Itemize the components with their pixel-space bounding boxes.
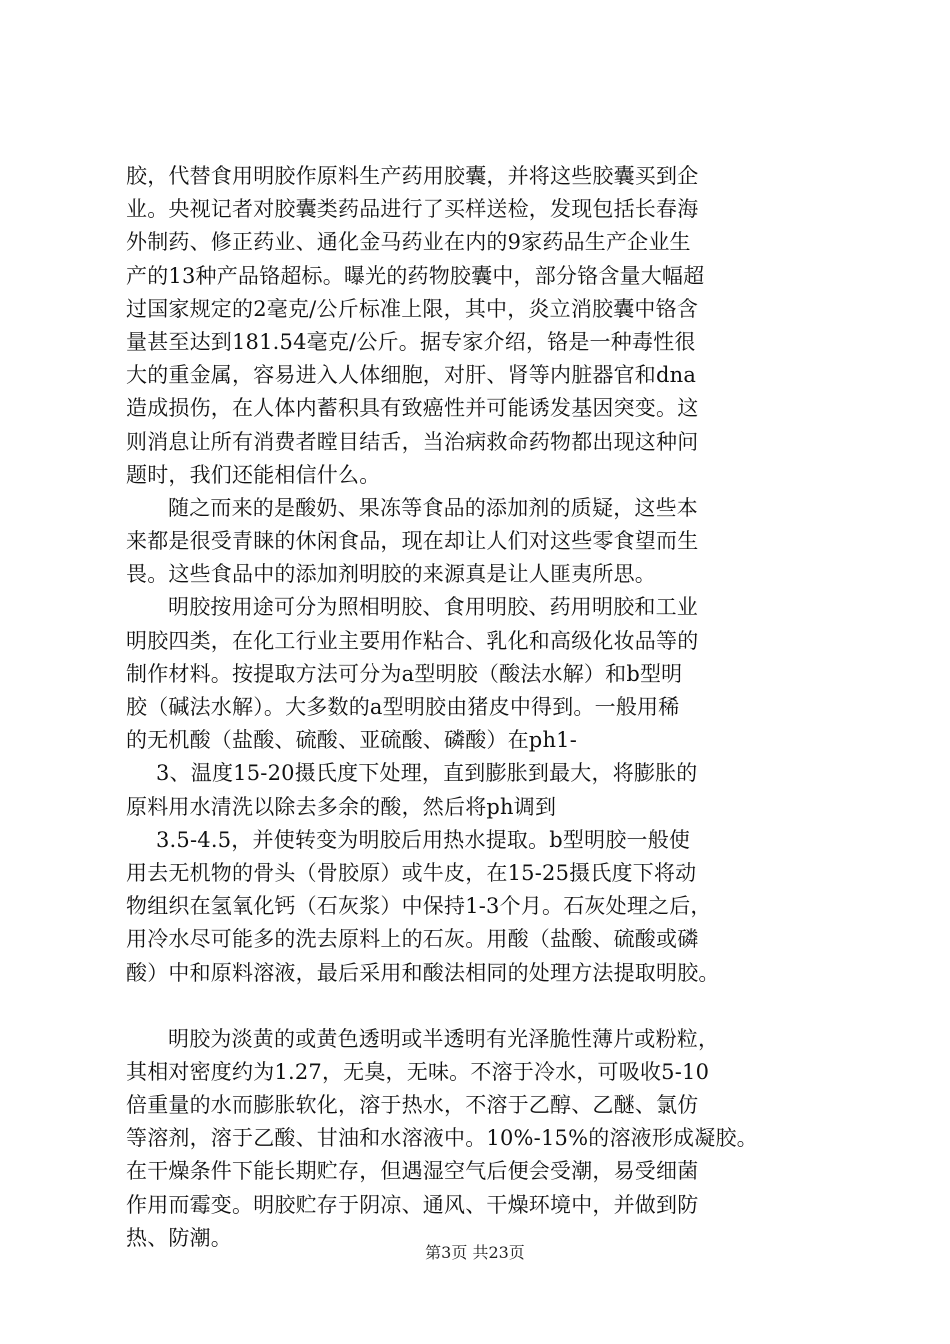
paragraph-start: 明胶按用途可分为照相明胶、食用明胶、药用明胶和工业 xyxy=(168,595,698,620)
text-line: 胶（碱法水解）。大多数的a型明胶由猪皮中得到。一般用稀 xyxy=(126,695,680,719)
text-line: 来都是很受青睐的休闲食品，现在却让人们对这些零食望而生 xyxy=(126,529,699,554)
text-line: 胶，代替食用明胶作原料生产药用胶囊，并将这些胶囊买到企 xyxy=(126,164,699,188)
text-line: 制作材料。按提取方法可分为a型明胶（酸法水解）和b型明 xyxy=(126,661,683,686)
text-line: 外制药、修正药业、通化金马药业在内的9家药品生产企业生 xyxy=(126,230,691,255)
paragraph-gap xyxy=(126,990,850,1023)
text-line: 畏。这些食品中的添加剂明胶的来源真是让人匪夷所思。 xyxy=(126,562,656,587)
text-line: 物组织在氢氧化钙（石灰浆）中保持1-3个月。石灰处理之后， xyxy=(126,894,712,919)
paragraph-start: 3.5-4.5，并使转变为明胶后用热水提取。b型明胶一般使 xyxy=(156,827,691,852)
page-footer: 第3页 共23页 xyxy=(425,1243,525,1262)
text-line: 造成损伤，在人体内蓄积具有致癌性并可能诱发基因突变。这 xyxy=(126,396,699,421)
text-line: 则消息让所有消费者瞠目结舌，当治病救命药物都出现这种问 xyxy=(126,429,699,454)
text-line: 原料用水清洗以除去多余的酸，然后将ph调到 xyxy=(126,794,557,819)
text-line: 倍重量的水而膨胀软化，溶于热水，不溶于乙醇、乙醚、氯仿 xyxy=(126,1093,699,1118)
paragraph-start: 明胶为淡黄的或黄色透明或半透明有光泽脆性薄片或粉粒， xyxy=(168,1026,720,1051)
paragraph-start: 随之而来的是酸奶、果冻等食品的添加剂的质疑，这些本 xyxy=(168,495,698,520)
text-line: 题时，我们还能相信什么。 xyxy=(126,462,381,487)
text-line: 在干燥条件下能长期贮存，但遇湿空气后便会受潮，易受细菌 xyxy=(126,1159,699,1184)
text-line: 业。央视记者对胶囊类药品进行了买样送检，发现包括长春海 xyxy=(126,197,699,222)
text-line: 等溶剂，溶于乙酸、甘油和水溶液中。10%-15%的溶液形成凝胶。 xyxy=(126,1126,758,1151)
text-line: 热、防潮。 xyxy=(126,1225,232,1250)
text-line: 作用而霉变。明胶贮存于阴凉、通风、干燥环境中，并做到防 xyxy=(126,1192,699,1217)
text-line: 量甚至达到181.54毫克/公斤。据专家介绍，铬是一种毒性很 xyxy=(126,329,696,354)
text-line: 用去无机物的骨头（骨胶原）或牛皮，在15-25摄氏度下将动 xyxy=(126,860,697,885)
text-line: 其相对密度约为1.27，无臭，无味。不溶于冷水，可吸收5-10 xyxy=(126,1059,710,1084)
text-line: 过国家规定的2毫克/公斤标准上限，其中，炎立消胶囊中铬含 xyxy=(126,296,699,321)
text-line: 大的重金属，容易进入人体细胞，对肝、肾等内脏器官和dna xyxy=(126,363,697,388)
text-line: 酸）中和原料溶液，最后采用和酸法相同的处理方法提取明胶。 xyxy=(126,960,720,985)
text-line: 产的13种产品铬超标。曝光的药物胶囊中，部分铬含量大幅超 xyxy=(126,263,705,288)
document-body xyxy=(126,160,850,1255)
text-line: 用冷水尽可能多的洗去原料上的石灰。用酸（盐酸、硫酸或磷 xyxy=(126,927,699,952)
text-line: 的无机酸（盐酸、硫酸、亚硫酸、磷酸）在ph1- xyxy=(126,728,578,753)
text-line: 明胶四类，在化工行业主要用作粘合、乳化和高级化妆品等的 xyxy=(126,628,699,653)
paragraph-start: 3、温度15-20摄氏度下处理，直到膨胀到最大，将膨胀的 xyxy=(156,761,698,786)
